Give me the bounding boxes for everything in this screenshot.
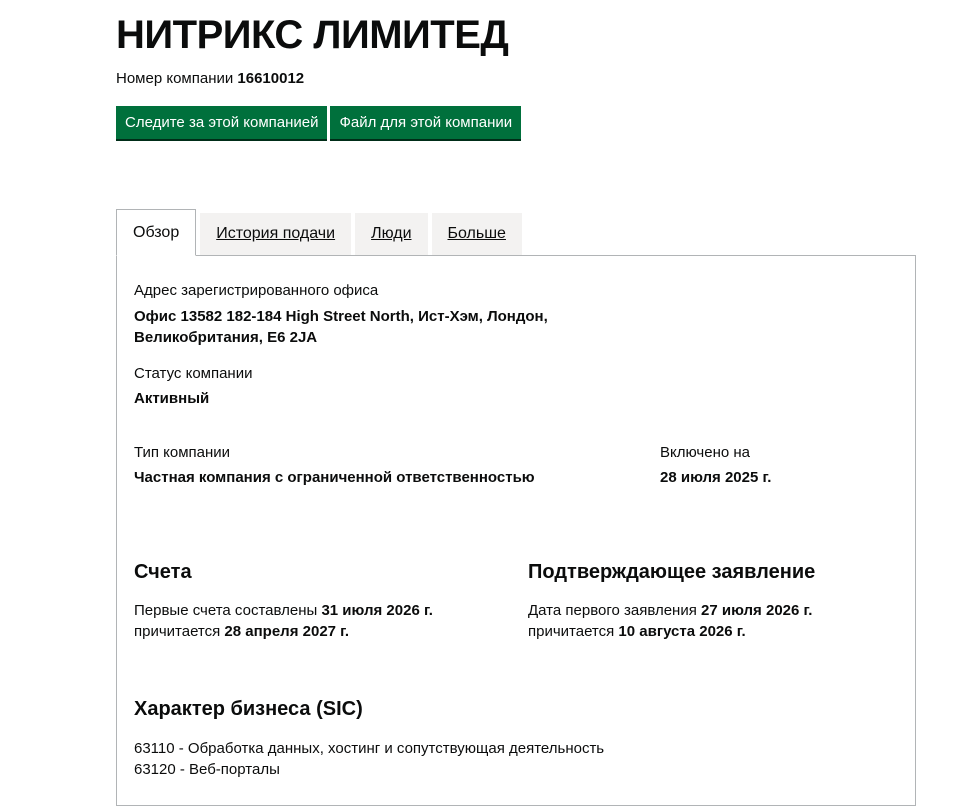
accounts-first-date: 31 июля 2026 г.: [321, 602, 433, 619]
confirmation-details: [528, 600, 812, 642]
sic-item: 63120 - Веб-порталы: [134, 761, 280, 778]
confirmation-heading: Подтверждающее заявление: [528, 561, 816, 583]
tab-filing-history[interactable]: История подачи: [200, 213, 351, 255]
company-number-row: [116, 69, 304, 89]
company-type-label: Тип компании: [134, 444, 231, 461]
sic-heading: Характер бизнеса (SIC): [134, 698, 363, 720]
overview-panel: [116, 255, 916, 806]
company-status-value: Активный: [134, 390, 210, 407]
tab-overview[interactable]: Обзор: [116, 209, 196, 256]
registered-office-address: [134, 306, 548, 348]
accounts-first-line: [134, 600, 433, 621]
accounts-details: [134, 600, 433, 642]
company-type-value: Частная компания с ограниченной ответственностью: [134, 469, 535, 486]
confirmation-due-date: 10 августа 2026 г.: [618, 623, 746, 640]
accounts-due-date: 28 апреля 2027 г.: [224, 623, 350, 640]
company-number-value: 16610012: [237, 70, 305, 87]
sic-list: [134, 738, 604, 780]
accounts-due-prefix: причитается: [134, 623, 221, 640]
company-status-label: Статус компании: [134, 365, 253, 382]
incorporated-label: Включено на: [660, 444, 750, 461]
file-for-company-button[interactable]: Файл для этой компании: [330, 106, 521, 139]
address-line-2: Великобритания, E6 2JA: [134, 329, 318, 346]
registered-office-label: Адрес зарегистрированного офиса: [134, 282, 379, 299]
company-number-label: Номер компании: [116, 70, 234, 87]
tab-more[interactable]: Больше: [432, 213, 522, 255]
tab-people[interactable]: Люди: [355, 213, 427, 255]
confirmation-due-line: [528, 621, 812, 642]
confirmation-first-date: 27 июля 2026 г.: [701, 602, 813, 619]
follow-company-button[interactable]: Следите за этой компанией: [116, 106, 327, 139]
confirmation-due-prefix: причитается: [528, 623, 615, 640]
accounts-first-prefix: Первые счета составлены: [134, 602, 318, 619]
sic-item: 63110 - Обработка данных, хостинг и сопутствующая деятельность: [134, 740, 605, 757]
tab-bar: [116, 209, 526, 256]
confirmation-first-prefix: Дата первого заявления: [528, 602, 697, 619]
incorporated-value: 28 июля 2025 г.: [660, 469, 772, 486]
confirmation-first-line: [528, 600, 812, 621]
company-name: НИТРИКС ЛИМИТЕД: [116, 13, 509, 57]
action-buttons: [116, 106, 521, 139]
accounts-due-line: [134, 621, 433, 642]
accounts-heading: Счета: [134, 561, 192, 583]
address-line-1: Офис 13582 182-184 High Street North, Ист-Хэм, Лондон,: [134, 308, 548, 325]
